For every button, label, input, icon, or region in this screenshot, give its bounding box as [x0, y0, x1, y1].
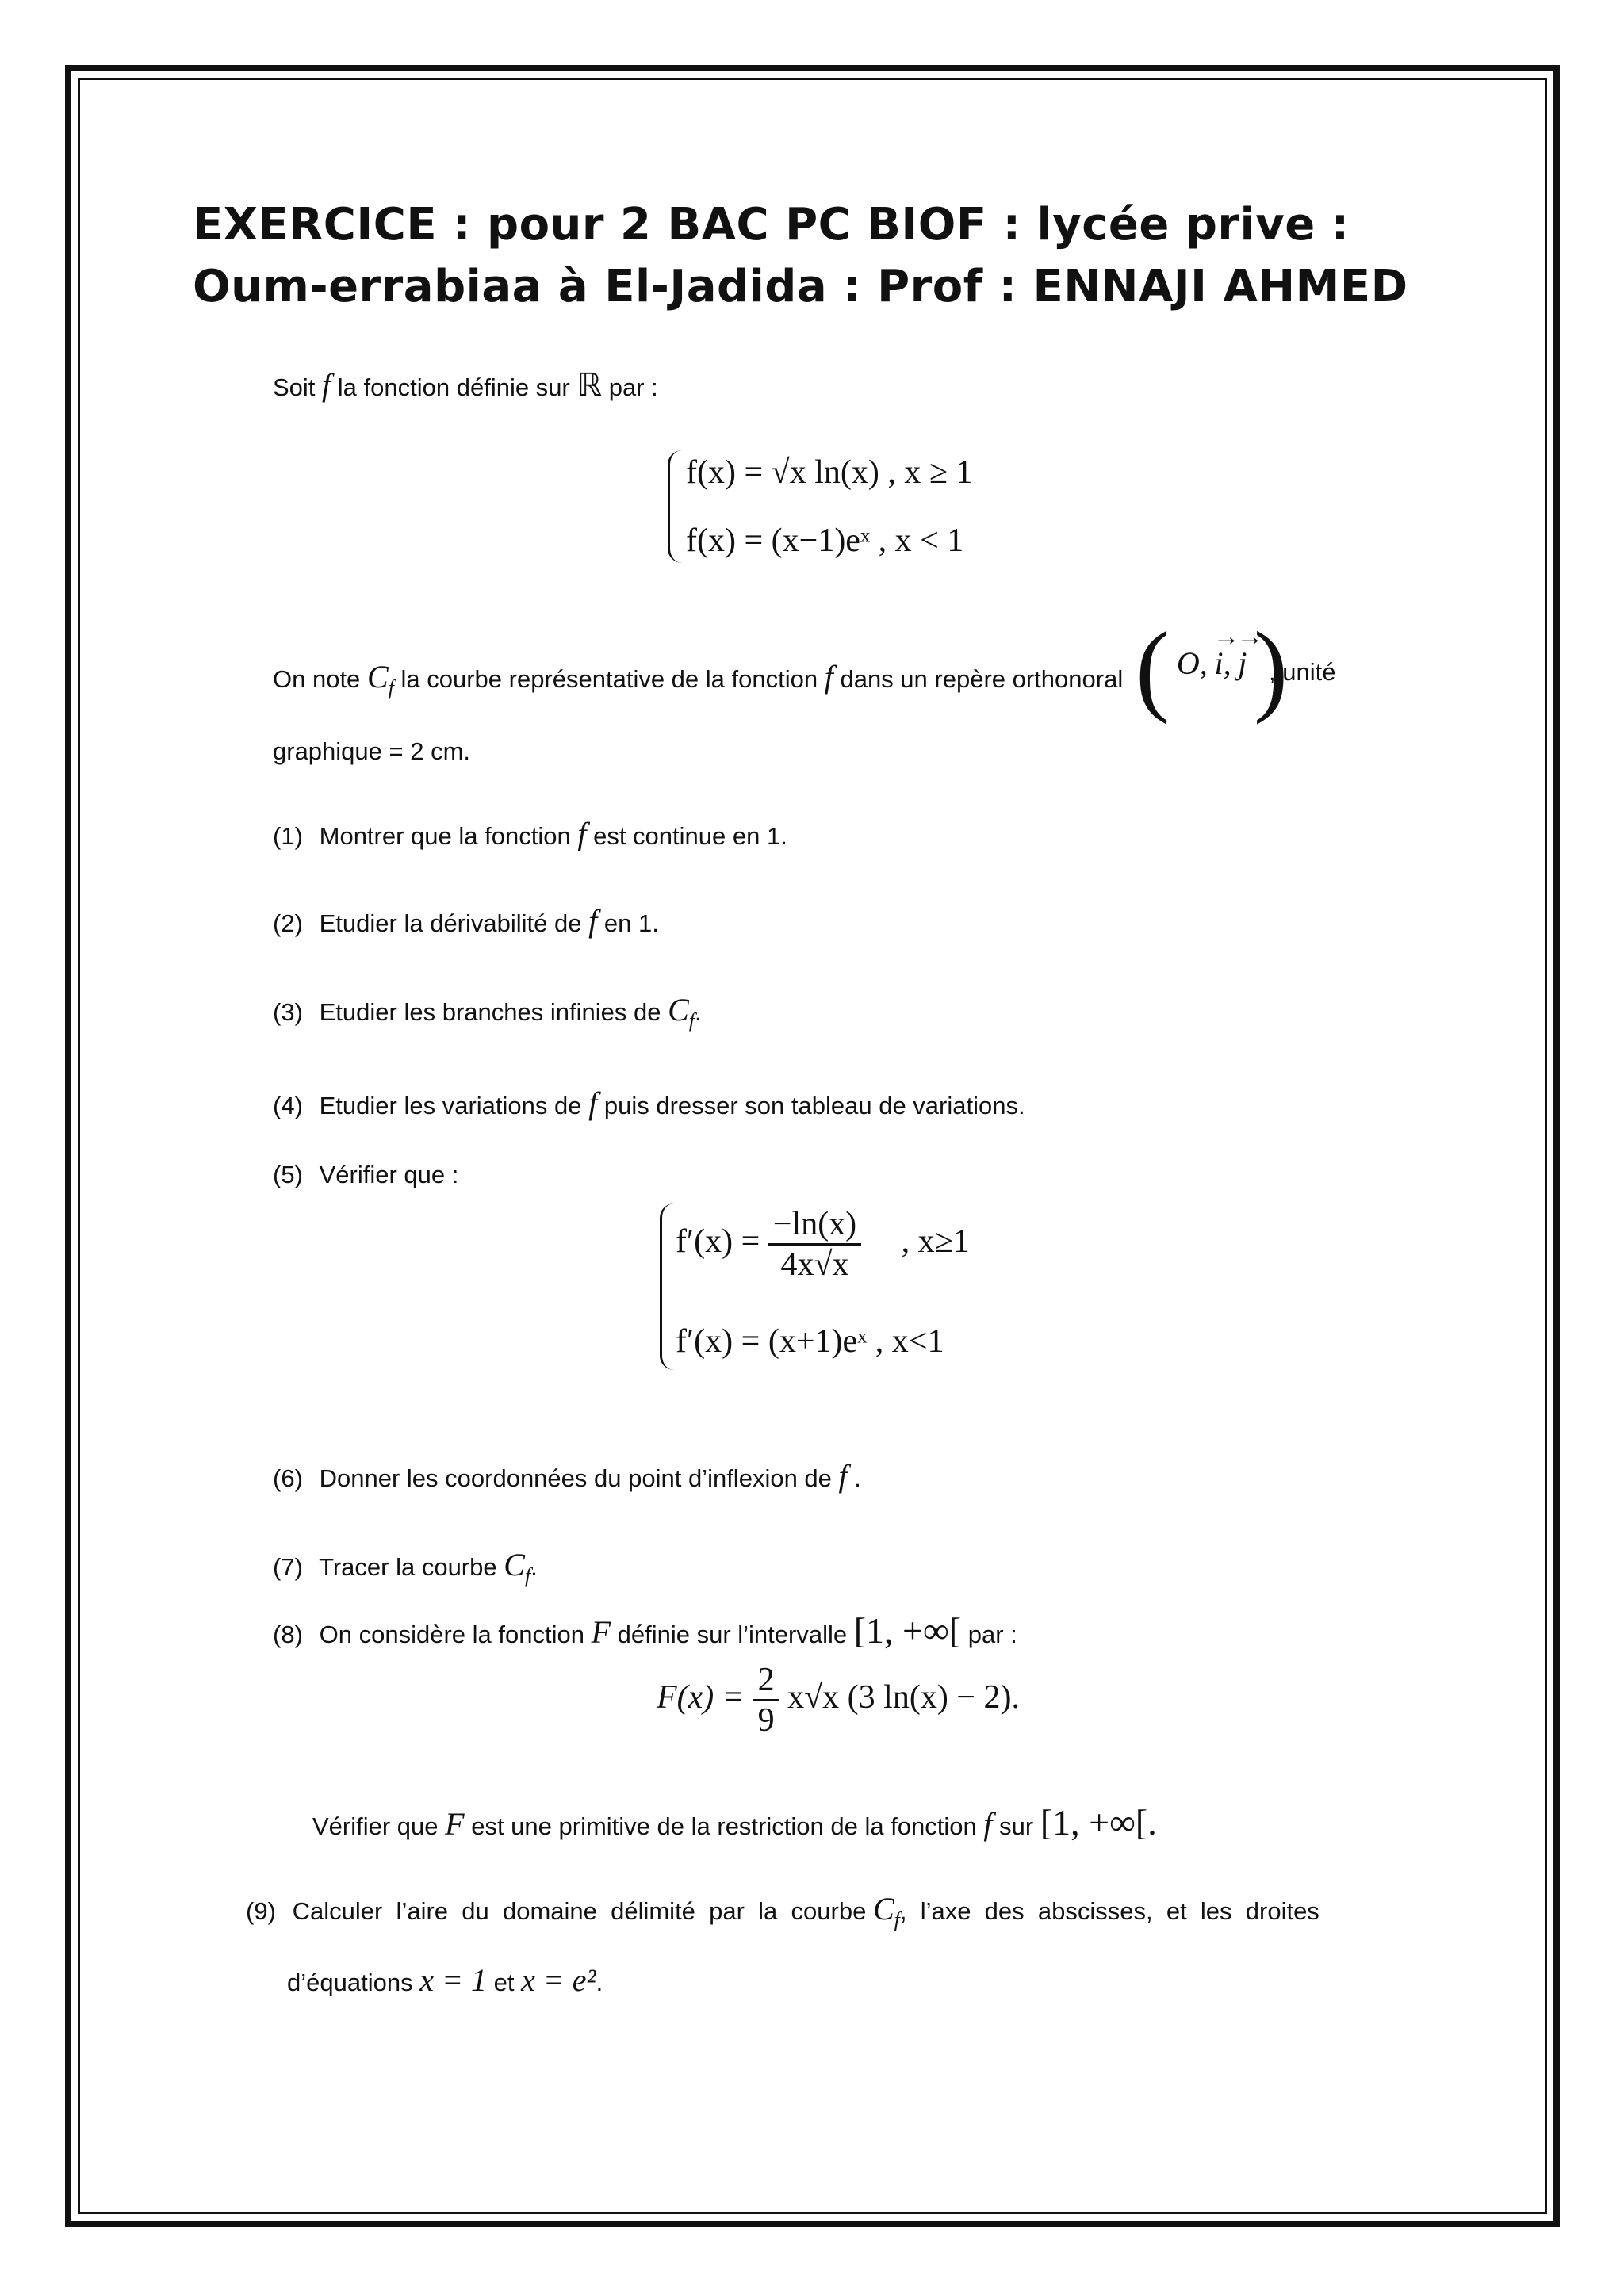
note-f: f: [824, 659, 833, 695]
repere-close-paren: ): [1253, 611, 1289, 725]
note-curve-c: C: [366, 659, 389, 695]
question-7-text-b: .: [530, 1553, 538, 1581]
derivative-line-1-lhs: f′(x) =: [676, 1223, 760, 1261]
derivative-denominator: 4x√x: [780, 1246, 849, 1283]
intro-prefix: Soit: [273, 373, 316, 401]
exercise-title: EXERCICE : pour 2 BAC PC BIOF : lycée prive : Oum-errabiaa à El-Jadida : Prof : ENNAJI AHMED: [193, 199, 1408, 312]
primitive-numerator: 2: [753, 1661, 779, 1701]
derivative-fraction: [768, 1205, 861, 1284]
question-8b-interval: [1, +∞[.: [1040, 1802, 1157, 1843]
question-6-text-b: .: [854, 1464, 861, 1492]
intro-suffix: par :: [608, 373, 658, 401]
question-8-text-b: définie sur l’intervalle: [617, 1621, 848, 1648]
question-9-curve-sub: f: [894, 1908, 900, 1931]
question-3: [273, 991, 702, 1033]
note-part3: dans un repère orthonoral: [840, 665, 1124, 693]
question-8b-f: f: [983, 1806, 993, 1842]
derivative-line-2: f′(x) = (x+1)eˣ , x<1: [676, 1323, 944, 1360]
question-9-curve: [872, 1891, 900, 1931]
question-5-number: (5): [273, 1161, 303, 1188]
question-4-text-b: puis dresser son tableau de variations.: [603, 1092, 1025, 1119]
question-9-text-a: Calculer l’aire du domaine délimité par la courbe: [292, 1897, 867, 1925]
question-5-text-a: Vérifier que :: [319, 1161, 459, 1188]
derivative-numerator: −ln(x): [768, 1205, 861, 1246]
question-1: [273, 815, 787, 852]
question-9-curve-c: C: [872, 1891, 894, 1927]
question-3-text-a: Etudier les branches infinies de: [319, 998, 661, 1026]
question-9-line2-text: d’équations: [287, 1969, 413, 1996]
intro-middle: la fonction définie sur: [337, 373, 570, 401]
question-3-number: (3): [273, 998, 303, 1026]
question-9-x2: x = e²: [521, 1962, 596, 1998]
question-1-f: f: [577, 816, 587, 851]
note-curve: [366, 659, 394, 699]
derivative-brace: [660, 1203, 676, 1370]
intro-line: [273, 366, 658, 404]
question-7: [273, 1546, 538, 1588]
question-7-curve: [504, 1547, 531, 1587]
question-9-line-1: [246, 1890, 1320, 1932]
question-8b-text-a: Vérifier que: [312, 1812, 439, 1840]
question-4: [273, 1085, 1025, 1122]
question-9-dot: .: [596, 1969, 603, 1996]
note-part1: On note: [273, 665, 361, 693]
note-unit: , unité: [1269, 658, 1336, 686]
derivative-line-1-condition: , x≥1: [901, 1223, 970, 1261]
question-2: [273, 902, 659, 939]
question-7-number: (7): [273, 1553, 303, 1581]
question-5: [273, 1161, 458, 1189]
note-line-2: graphique = 2 cm.: [273, 737, 471, 765]
question-7-curve-c: C: [504, 1547, 525, 1582]
question-7-text-a: Tracer la courbe: [319, 1553, 497, 1581]
question-8-text-a: On considère la fonction: [319, 1621, 584, 1648]
question-4-f: f: [588, 1085, 598, 1121]
intro-real-set: ℝ: [576, 367, 603, 403]
question-8: [273, 1609, 1017, 1651]
question-9-et: et: [493, 1969, 515, 1996]
repere-vector-i: → i: [1214, 645, 1223, 682]
question-4-text-a: Etudier les variations de: [319, 1092, 582, 1119]
derivative-line-1: [676, 1205, 970, 1284]
question-6: [273, 1457, 861, 1494]
question-1-text-a: Montrer que la fonction: [319, 822, 571, 850]
question-3-curve: [668, 992, 695, 1032]
primitive-lhs: F(x) =: [657, 1679, 745, 1716]
question-9-number: (9): [246, 1897, 276, 1925]
intro-f: f: [322, 367, 331, 403]
question-7-curve-sub: f: [524, 1564, 531, 1587]
primitive-formula: [657, 1661, 1020, 1739]
question-3-curve-sub: f: [688, 1009, 695, 1032]
question-6-f: f: [838, 1458, 848, 1494]
definition-brace: [668, 450, 684, 563]
question-8-verify: [312, 1801, 1157, 1843]
question-1-number: (1): [273, 822, 303, 850]
question-3-curve-c: C: [668, 992, 689, 1027]
note-part2: la courbe représentative de la fonction: [400, 665, 818, 693]
repere-group: ( O, → i, → j ): [1136, 617, 1288, 720]
question-8-number: (8): [273, 1621, 303, 1648]
question-4-number: (4): [273, 1092, 303, 1119]
question-8-interval: [1, +∞[: [853, 1610, 962, 1651]
primitive-fraction: [753, 1661, 779, 1739]
repere-open-paren: (: [1136, 611, 1170, 725]
question-9-line-2: [287, 1961, 603, 1999]
question-6-number: (6): [273, 1464, 303, 1492]
question-2-text-a: Etudier la dérivabilité de: [319, 909, 582, 937]
question-8b-text-c: sur: [999, 1812, 1034, 1840]
definition-line-2: f(x) = (x−1)eˣ , x < 1: [686, 522, 964, 559]
note-curve-sub: f: [388, 676, 394, 699]
question-9-text-b: , l’axe des abscisses, et les droites: [899, 1897, 1320, 1925]
definition-line-1: f(x) = √x ln(x) , x ≥ 1: [686, 454, 973, 491]
question-3-text-b: .: [694, 998, 702, 1026]
note-line-1: [273, 658, 1123, 700]
question-8-F: F: [591, 1614, 611, 1650]
question-2-text-b: en 1.: [603, 909, 659, 937]
question-8b-text-b: est une primitive de la restriction de la fonction: [471, 1812, 977, 1840]
question-1-text-b: est continue en 1.: [593, 822, 787, 850]
primitive-rhs: x√x (3 ln(x) − 2).: [787, 1679, 1020, 1716]
repere-vector-j: → j: [1238, 645, 1247, 682]
question-2-number: (2): [273, 909, 303, 937]
question-8-text-c: par :: [967, 1621, 1017, 1648]
question-8b-F: F: [445, 1806, 465, 1842]
question-6-text-a: Donner les coordonnées du point d’inflexion de: [319, 1464, 832, 1492]
question-2-f: f: [588, 903, 598, 939]
repere-origin: O,: [1176, 645, 1208, 681]
primitive-denominator: 9: [757, 1702, 775, 1739]
question-9-x1: x = 1: [419, 1962, 487, 1998]
